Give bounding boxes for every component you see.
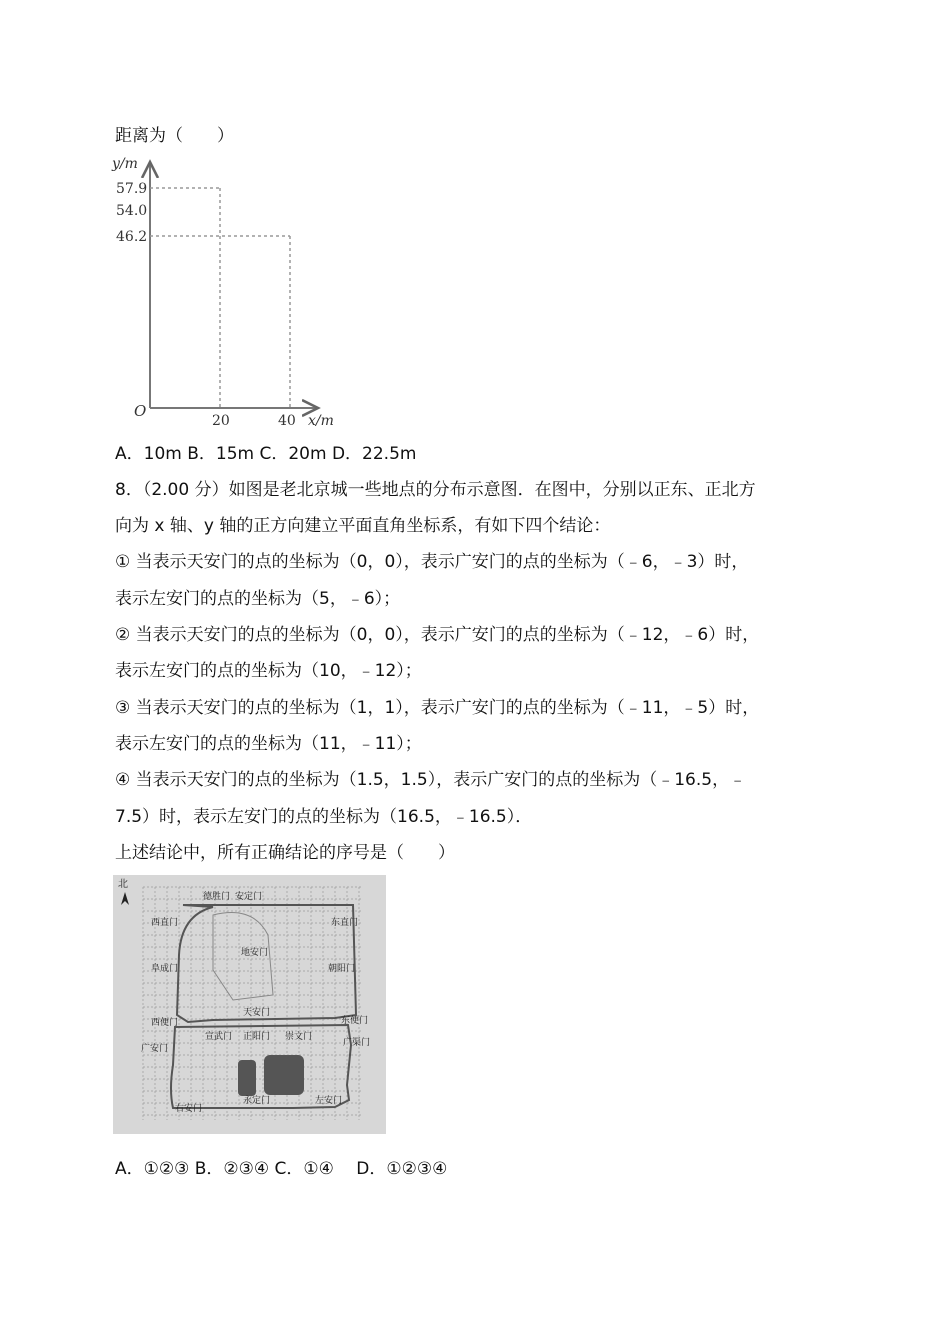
y-tick-57.9: 57.9 [116,181,148,197]
q8-line-1: 8．（2.00 分）如图是老北京城一些地点的分布示意图．在图中，分别以正东、正北方 [115,480,756,500]
temple-area-left [238,1060,256,1096]
map-place-label: 广渠门 [343,1038,371,1048]
beijing-map [113,875,386,1134]
q8-line-3: ① 当表示天安门的点的坐标为（0，0），表示广安门的点的坐标为（﹣6，﹣3）时， [115,552,749,572]
map-place-label: 西便门 [151,1018,179,1028]
map-place-label: 安定门 [235,892,263,902]
q8-line-7: ③ 当表示天安门的点的坐标为（1，1），表示广安门的点的坐标为（﹣11，﹣5）时， [115,698,760,718]
temple-area-right [264,1055,304,1095]
map-place-label: 朝阳门 [328,964,356,974]
map-place-label: 左安门 [315,1096,343,1106]
q7-options: A．10m B．15m C．20m D．22.5m [115,444,417,464]
map-place-label: 阜成门 [151,964,179,974]
q8-line-5: ② 当表示天安门的点的坐标为（0，0），表示广安门的点的坐标为（﹣12，﹣6）时， [115,625,760,645]
q8-line-4: 表示左安门的点的坐标为（5，﹣6）； [115,589,401,609]
q8-line-8: 表示左安门的点的坐标为（11，﹣11）； [115,734,422,754]
map-place-label: 东便门 [341,1016,369,1026]
map-place-label: 东直门 [331,918,359,928]
map-place-label: 德胜门 [203,892,231,902]
map-place-label: 广安门 [141,1044,169,1054]
q8-line-6: 表示左安门的点的坐标为（10，﹣12）； [115,661,422,681]
origin-label: O [134,402,147,420]
q8-line-2: 向为 x 轴、y 轴的正方向建立平面直角坐标系，有如下四个结论： [115,516,611,536]
x-axis-label: x/m [308,413,334,429]
q8-line-10: 7.5）时，表示左安门的点的坐标为（16.5，﹣16.5）． [115,807,533,827]
map-place-label: 地安门 [241,948,269,958]
map-place-label: 崇文门 [285,1032,313,1042]
x-tick-20: 20 [212,413,230,429]
map-place-label: 右安门 [175,1104,203,1114]
map-place-label: 西直门 [151,918,179,928]
north-arrow-icon [121,892,129,905]
y-tick-54.0: 54.0 [116,203,148,219]
q7-stem-tail: 距离为（ ） [115,126,234,146]
y-tick-46.2: 46.2 [116,229,148,245]
x-tick-40: 40 [278,413,296,429]
map-place-label: 正阳门 [243,1032,271,1042]
q8-line-11: 上述结论中，所有正确结论的序号是（ ） [115,843,455,863]
y-axis-label: y/m [112,156,138,172]
map-place-label: 永定门 [243,1096,271,1106]
distance-graph [100,150,350,435]
map-place-label: 宣武门 [205,1032,233,1042]
map-place-label: 天安门 [243,1008,271,1018]
north-label: 北 [118,879,128,890]
q8-line-9: ④ 当表示天安门的点的坐标为（1.5，1.5），表示广安门的点的坐标为（﹣16.5，﹣ [115,770,747,790]
q8-options: A．①②③ B．②③④ C．①④ D．①②③④ [115,1159,448,1179]
